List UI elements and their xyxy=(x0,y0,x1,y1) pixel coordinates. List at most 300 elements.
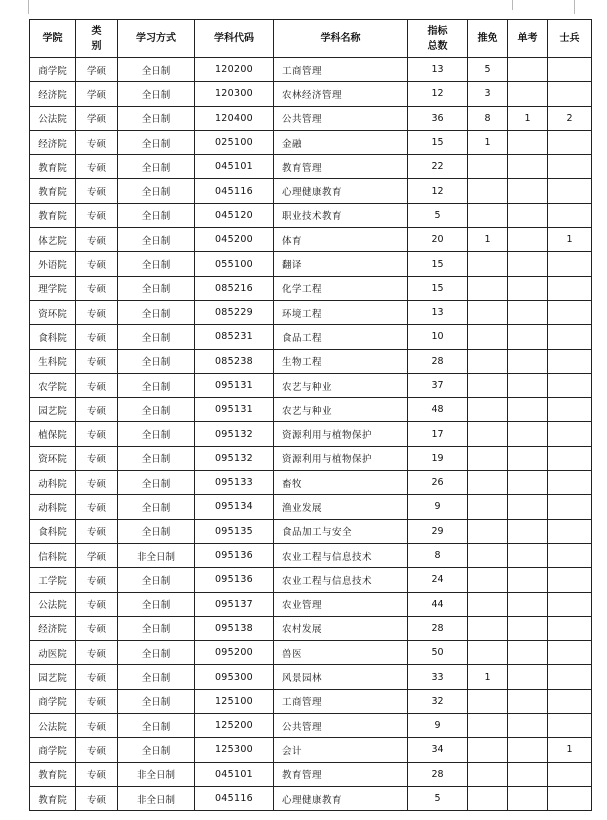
cell-quota: 10 xyxy=(408,325,468,349)
cell-single-exam xyxy=(508,471,548,495)
cell-soldier xyxy=(548,689,592,713)
cell-quota: 44 xyxy=(408,592,468,616)
cell-type: 专硕 xyxy=(76,300,118,324)
cell-exempt xyxy=(468,203,508,227)
cell-single-exam: 1 xyxy=(508,106,548,130)
cell-exempt xyxy=(468,325,508,349)
cell-college: 商学院 xyxy=(30,689,76,713)
header-study-mode: 学习方式 xyxy=(118,20,195,58)
table-row xyxy=(30,373,592,397)
cell-subject-name: 农业管理 xyxy=(274,592,408,616)
cell-quota: 29 xyxy=(408,519,468,543)
cell-single-exam xyxy=(508,714,548,738)
cell-exempt xyxy=(468,471,508,495)
cell-study-mode: 全日制 xyxy=(118,446,195,470)
header-subject-code: 学科代码 xyxy=(195,20,274,58)
cell-exempt xyxy=(468,616,508,640)
cell-subject-name: 化学工程 xyxy=(274,276,408,300)
cell-exempt xyxy=(468,641,508,665)
header-single-exam: 单考 xyxy=(508,20,548,58)
table-row xyxy=(30,82,592,106)
cell-subject-name: 农艺与种业 xyxy=(274,373,408,397)
cell-subject-name: 翻译 xyxy=(274,252,408,276)
cell-soldier: 2 xyxy=(548,106,592,130)
cell-soldier xyxy=(548,373,592,397)
enrollment-quota-table xyxy=(29,19,592,811)
cell-subject-name: 职业技术教育 xyxy=(274,203,408,227)
cell-single-exam xyxy=(508,592,548,616)
cell-study-mode: 全日制 xyxy=(118,592,195,616)
cell-study-mode: 全日制 xyxy=(118,689,195,713)
cell-study-mode: 全日制 xyxy=(118,373,195,397)
cell-study-mode: 全日制 xyxy=(118,106,195,130)
cell-quota: 12 xyxy=(408,179,468,203)
cell-quota: 12 xyxy=(408,82,468,106)
table-row xyxy=(30,714,592,738)
cell-quota: 34 xyxy=(408,738,468,762)
cell-single-exam xyxy=(508,276,548,300)
cell-type: 专硕 xyxy=(76,446,118,470)
cell-college: 植保院 xyxy=(30,422,76,446)
cell-exempt xyxy=(468,714,508,738)
cell-single-exam xyxy=(508,738,548,762)
cell-college: 食科院 xyxy=(30,325,76,349)
cell-soldier xyxy=(548,325,592,349)
cell-college: 农学院 xyxy=(30,373,76,397)
cell-single-exam xyxy=(508,300,548,324)
cell-type: 专硕 xyxy=(76,714,118,738)
cell-study-mode: 全日制 xyxy=(118,714,195,738)
cell-type: 专硕 xyxy=(76,325,118,349)
cell-single-exam xyxy=(508,179,548,203)
cell-exempt xyxy=(468,276,508,300)
cell-soldier xyxy=(548,762,592,786)
cell-subject-name: 教育管理 xyxy=(274,155,408,179)
cell-quota: 17 xyxy=(408,422,468,446)
cell-subject-code: 095137 xyxy=(195,592,274,616)
cell-type: 学硕 xyxy=(76,82,118,106)
cell-subject-name: 工商管理 xyxy=(274,58,408,82)
cell-exempt xyxy=(468,349,508,373)
cell-subject-code: 045200 xyxy=(195,228,274,252)
cell-subject-code: 095300 xyxy=(195,665,274,689)
header-quota-line2: 总数 xyxy=(427,40,448,52)
cell-subject-code: 025100 xyxy=(195,130,274,154)
cell-type: 专硕 xyxy=(76,228,118,252)
cell-quota: 5 xyxy=(408,203,468,227)
cell-exempt xyxy=(468,689,508,713)
cell-study-mode: 全日制 xyxy=(118,252,195,276)
cell-college: 动科院 xyxy=(30,471,76,495)
cell-type: 专硕 xyxy=(76,422,118,446)
cell-study-mode: 全日制 xyxy=(118,738,195,762)
cell-quota: 33 xyxy=(408,665,468,689)
cell-college: 工学院 xyxy=(30,568,76,592)
table-row xyxy=(30,689,592,713)
cell-subject-code: 085229 xyxy=(195,300,274,324)
cell-subject-code: 125100 xyxy=(195,689,274,713)
cell-subject-name: 农林经济管理 xyxy=(274,82,408,106)
cell-quota: 15 xyxy=(408,130,468,154)
cell-exempt xyxy=(468,762,508,786)
cell-type: 专硕 xyxy=(76,519,118,543)
cell-soldier xyxy=(548,446,592,470)
cell-subject-name: 农业工程与信息技术 xyxy=(274,568,408,592)
cell-exempt: 1 xyxy=(468,665,508,689)
cell-soldier xyxy=(548,616,592,640)
cell-type: 专硕 xyxy=(76,762,118,786)
cell-type: 专硕 xyxy=(76,471,118,495)
cell-subject-code: 120200 xyxy=(195,58,274,82)
cell-subject-code: 045116 xyxy=(195,786,274,810)
cell-soldier xyxy=(548,300,592,324)
cell-type: 专硕 xyxy=(76,203,118,227)
cell-subject-name: 公共管理 xyxy=(274,106,408,130)
cell-study-mode: 全日制 xyxy=(118,665,195,689)
cell-quota: 28 xyxy=(408,616,468,640)
cell-single-exam xyxy=(508,568,548,592)
cell-subject-name: 公共管理 xyxy=(274,714,408,738)
cell-soldier xyxy=(548,179,592,203)
cell-subject-code: 095131 xyxy=(195,398,274,422)
cell-study-mode: 全日制 xyxy=(118,495,195,519)
table-row xyxy=(30,155,592,179)
cell-single-exam xyxy=(508,689,548,713)
cell-soldier xyxy=(548,398,592,422)
cell-subject-code: 095200 xyxy=(195,641,274,665)
cell-subject-name: 体育 xyxy=(274,228,408,252)
cell-type: 学硕 xyxy=(76,543,118,567)
page-corner-mark-right xyxy=(574,0,583,14)
table-row xyxy=(30,738,592,762)
cell-college: 教育院 xyxy=(30,762,76,786)
cell-college: 动医院 xyxy=(30,641,76,665)
table-row xyxy=(30,252,592,276)
cell-soldier xyxy=(548,276,592,300)
cell-quota: 22 xyxy=(408,155,468,179)
cell-quota: 50 xyxy=(408,641,468,665)
cell-soldier xyxy=(548,495,592,519)
cell-quota: 26 xyxy=(408,471,468,495)
cell-soldier xyxy=(548,471,592,495)
cell-subject-name: 资源利用与植物保护 xyxy=(274,422,408,446)
cell-soldier: 1 xyxy=(548,738,592,762)
cell-subject-code: 095131 xyxy=(195,373,274,397)
cell-college: 经济院 xyxy=(30,130,76,154)
cell-subject-name: 渔业发展 xyxy=(274,495,408,519)
cell-single-exam xyxy=(508,641,548,665)
cell-study-mode: 全日制 xyxy=(118,130,195,154)
cell-subject-code: 095136 xyxy=(195,543,274,567)
cell-type: 专硕 xyxy=(76,689,118,713)
cell-subject-code: 095133 xyxy=(195,471,274,495)
page-corner-mark-left xyxy=(20,0,29,14)
cell-type: 专硕 xyxy=(76,398,118,422)
cell-subject-code: 095135 xyxy=(195,519,274,543)
header-exempt: 推免 xyxy=(468,20,508,58)
cell-study-mode: 全日制 xyxy=(118,349,195,373)
cell-quota: 15 xyxy=(408,252,468,276)
table-row xyxy=(30,592,592,616)
table-row xyxy=(30,349,592,373)
cell-college: 外语院 xyxy=(30,252,76,276)
table-row xyxy=(30,616,592,640)
cell-quota: 36 xyxy=(408,106,468,130)
header-quota-line1: 指标 xyxy=(427,25,448,37)
cell-subject-name: 食品工程 xyxy=(274,325,408,349)
cell-exempt: 5 xyxy=(468,58,508,82)
cell-subject-code: 095136 xyxy=(195,568,274,592)
cell-subject-name: 教育管理 xyxy=(274,762,408,786)
header-type-line2: 别 xyxy=(91,40,102,52)
table-row xyxy=(30,130,592,154)
table-row xyxy=(30,446,592,470)
cell-study-mode: 全日制 xyxy=(118,155,195,179)
table-row xyxy=(30,471,592,495)
cell-subject-code: 045116 xyxy=(195,179,274,203)
cell-exempt xyxy=(468,592,508,616)
cell-subject-name: 食品加工与安全 xyxy=(274,519,408,543)
cell-subject-name: 会计 xyxy=(274,738,408,762)
cell-study-mode: 全日制 xyxy=(118,82,195,106)
cell-quota: 15 xyxy=(408,276,468,300)
cell-type: 专硕 xyxy=(76,738,118,762)
cell-single-exam xyxy=(508,349,548,373)
cell-type: 专硕 xyxy=(76,616,118,640)
cell-single-exam xyxy=(508,82,548,106)
cell-subject-name: 环境工程 xyxy=(274,300,408,324)
cell-exempt xyxy=(468,568,508,592)
cell-subject-code: 095138 xyxy=(195,616,274,640)
cell-quota: 13 xyxy=(408,300,468,324)
cell-soldier: 1 xyxy=(548,228,592,252)
cell-study-mode: 全日制 xyxy=(118,203,195,227)
cell-study-mode: 全日制 xyxy=(118,228,195,252)
cell-subject-name: 兽医 xyxy=(274,641,408,665)
cell-subject-name: 风景园林 xyxy=(274,665,408,689)
cell-college: 教育院 xyxy=(30,155,76,179)
cell-type: 学硕 xyxy=(76,106,118,130)
cell-subject-code: 095134 xyxy=(195,495,274,519)
cell-exempt xyxy=(468,495,508,519)
cell-college: 理学院 xyxy=(30,276,76,300)
cell-study-mode: 全日制 xyxy=(118,616,195,640)
cell-study-mode: 全日制 xyxy=(118,325,195,349)
cell-soldier xyxy=(548,714,592,738)
table-row xyxy=(30,495,592,519)
cell-subject-code: 120400 xyxy=(195,106,274,130)
cell-subject-name: 农村发展 xyxy=(274,616,408,640)
cell-college: 教育院 xyxy=(30,786,76,810)
table-row xyxy=(30,786,592,810)
cell-exempt xyxy=(468,543,508,567)
cell-subject-name: 金融 xyxy=(274,130,408,154)
cell-subject-code: 085231 xyxy=(195,325,274,349)
cell-subject-code: 095132 xyxy=(195,422,274,446)
cell-soldier xyxy=(548,592,592,616)
cell-exempt xyxy=(468,300,508,324)
cell-exempt: 3 xyxy=(468,82,508,106)
cell-college: 公法院 xyxy=(30,106,76,130)
cell-exempt xyxy=(468,422,508,446)
cell-study-mode: 非全日制 xyxy=(118,762,195,786)
cell-quota: 48 xyxy=(408,398,468,422)
header-type xyxy=(76,20,118,58)
cell-subject-name: 农业工程与信息技术 xyxy=(274,543,408,567)
cell-single-exam xyxy=(508,786,548,810)
cell-single-exam xyxy=(508,446,548,470)
cell-exempt xyxy=(468,373,508,397)
cell-soldier xyxy=(548,82,592,106)
cell-college: 体艺院 xyxy=(30,228,76,252)
cell-quota: 28 xyxy=(408,349,468,373)
cell-college: 教育院 xyxy=(30,179,76,203)
cell-soldier xyxy=(548,203,592,227)
cell-study-mode: 全日制 xyxy=(118,641,195,665)
cell-quota: 5 xyxy=(408,786,468,810)
cell-soldier xyxy=(548,568,592,592)
cell-type: 专硕 xyxy=(76,155,118,179)
cell-subject-name: 资源利用与植物保护 xyxy=(274,446,408,470)
cell-quota: 8 xyxy=(408,543,468,567)
cell-college: 商学院 xyxy=(30,738,76,762)
cell-single-exam xyxy=(508,325,548,349)
cell-study-mode: 全日制 xyxy=(118,58,195,82)
cell-subject-code: 045101 xyxy=(195,155,274,179)
cell-college: 园艺院 xyxy=(30,398,76,422)
cell-quota: 24 xyxy=(408,568,468,592)
cell-single-exam xyxy=(508,130,548,154)
cell-single-exam xyxy=(508,203,548,227)
cell-subject-name: 工商管理 xyxy=(274,689,408,713)
cell-single-exam xyxy=(508,398,548,422)
cell-soldier xyxy=(548,58,592,82)
page-corner-mark-middle xyxy=(512,0,514,10)
cell-quota: 28 xyxy=(408,762,468,786)
cell-subject-name: 畜牧 xyxy=(274,471,408,495)
cell-exempt xyxy=(468,738,508,762)
table-row xyxy=(30,203,592,227)
cell-college: 生科院 xyxy=(30,349,76,373)
cell-type: 专硕 xyxy=(76,373,118,397)
cell-subject-code: 085216 xyxy=(195,276,274,300)
cell-subject-code: 045101 xyxy=(195,762,274,786)
cell-soldier xyxy=(548,641,592,665)
cell-college: 食科院 xyxy=(30,519,76,543)
cell-exempt xyxy=(468,519,508,543)
cell-exempt xyxy=(468,155,508,179)
cell-subject-code: 045120 xyxy=(195,203,274,227)
cell-exempt xyxy=(468,786,508,810)
cell-subject-code: 085238 xyxy=(195,349,274,373)
cell-soldier xyxy=(548,519,592,543)
cell-study-mode: 全日制 xyxy=(118,471,195,495)
cell-single-exam xyxy=(508,543,548,567)
cell-college: 资环院 xyxy=(30,300,76,324)
cell-type: 专硕 xyxy=(76,349,118,373)
table-header-row xyxy=(30,20,592,58)
header-college: 学院 xyxy=(30,20,76,58)
cell-college: 经济院 xyxy=(30,616,76,640)
cell-subject-name: 心理健康教育 xyxy=(274,786,408,810)
cell-subject-name: 生物工程 xyxy=(274,349,408,373)
cell-soldier xyxy=(548,665,592,689)
cell-subject-code: 120300 xyxy=(195,82,274,106)
cell-college: 公法院 xyxy=(30,714,76,738)
table-row xyxy=(30,325,592,349)
table-row xyxy=(30,422,592,446)
cell-soldier xyxy=(548,252,592,276)
table-row xyxy=(30,106,592,130)
cell-subject-code: 055100 xyxy=(195,252,274,276)
cell-study-mode: 全日制 xyxy=(118,422,195,446)
header-soldier: 士兵 xyxy=(548,20,592,58)
cell-single-exam xyxy=(508,155,548,179)
cell-college: 资环院 xyxy=(30,446,76,470)
cell-quota: 13 xyxy=(408,58,468,82)
table-row xyxy=(30,58,592,82)
cell-college: 教育院 xyxy=(30,203,76,227)
cell-study-mode: 全日制 xyxy=(118,276,195,300)
cell-exempt xyxy=(468,252,508,276)
cell-single-exam xyxy=(508,422,548,446)
cell-single-exam xyxy=(508,58,548,82)
cell-college: 信科院 xyxy=(30,543,76,567)
table-row xyxy=(30,641,592,665)
cell-soldier xyxy=(548,422,592,446)
cell-exempt: 1 xyxy=(468,130,508,154)
cell-study-mode: 非全日制 xyxy=(118,786,195,810)
cell-single-exam xyxy=(508,519,548,543)
cell-type: 专硕 xyxy=(76,179,118,203)
cell-type: 专硕 xyxy=(76,276,118,300)
cell-type: 专硕 xyxy=(76,252,118,276)
cell-single-exam xyxy=(508,495,548,519)
table-row xyxy=(30,665,592,689)
cell-college: 经济院 xyxy=(30,82,76,106)
cell-single-exam xyxy=(508,616,548,640)
cell-study-mode: 全日制 xyxy=(118,519,195,543)
cell-quota: 9 xyxy=(408,495,468,519)
cell-quota: 32 xyxy=(408,689,468,713)
cell-college: 动科院 xyxy=(30,495,76,519)
cell-single-exam xyxy=(508,665,548,689)
table-row xyxy=(30,179,592,203)
header-subject-name: 学科名称 xyxy=(274,20,408,58)
header-quota xyxy=(408,20,468,58)
cell-soldier xyxy=(548,786,592,810)
table-row xyxy=(30,228,592,252)
cell-college: 公法院 xyxy=(30,592,76,616)
table-row xyxy=(30,398,592,422)
cell-study-mode: 全日制 xyxy=(118,568,195,592)
cell-type: 专硕 xyxy=(76,568,118,592)
cell-exempt: 8 xyxy=(468,106,508,130)
cell-study-mode: 全日制 xyxy=(118,179,195,203)
header-type-line1: 类 xyxy=(91,25,102,37)
cell-subject-name: 心理健康教育 xyxy=(274,179,408,203)
cell-single-exam xyxy=(508,228,548,252)
table-row xyxy=(30,300,592,324)
cell-soldier xyxy=(548,543,592,567)
cell-single-exam xyxy=(508,373,548,397)
cell-subject-code: 095132 xyxy=(195,446,274,470)
cell-type: 专硕 xyxy=(76,786,118,810)
table-row xyxy=(30,543,592,567)
cell-exempt: 1 xyxy=(468,228,508,252)
cell-quota: 9 xyxy=(408,714,468,738)
cell-type: 专硕 xyxy=(76,495,118,519)
